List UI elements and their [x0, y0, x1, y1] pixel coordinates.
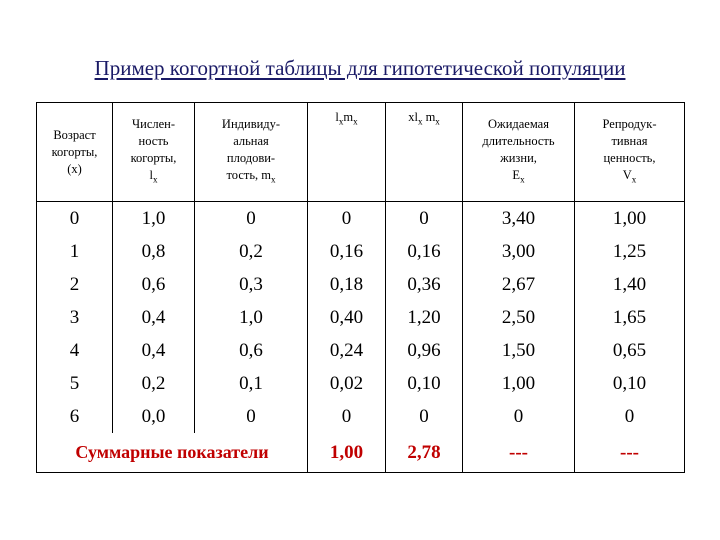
- table-row: [37, 334, 685, 367]
- cell: 1: [37, 235, 113, 268]
- summary-reproductive-value: ---: [575, 433, 685, 473]
- cell: 0,40: [308, 301, 386, 334]
- summary-row: [37, 433, 685, 473]
- cell: 0: [37, 202, 113, 236]
- cell: 3,40: [463, 202, 575, 236]
- cell: 0,18: [308, 268, 386, 301]
- table-row: [37, 235, 685, 268]
- cohort-table: [36, 102, 685, 473]
- cell: 6: [37, 400, 113, 433]
- header-age: Возраст когорты, (x): [37, 103, 113, 202]
- cell: 0,0: [113, 400, 195, 433]
- cell: 0,10: [575, 367, 685, 400]
- cell: 0,2: [113, 367, 195, 400]
- cell: 0: [195, 400, 308, 433]
- cell: 1,65: [575, 301, 685, 334]
- cohort-table-container: [36, 102, 685, 473]
- cell: 0,16: [386, 235, 463, 268]
- cell: 5: [37, 367, 113, 400]
- cell: 0,10: [386, 367, 463, 400]
- cell: 0,96: [386, 334, 463, 367]
- header-life-expectancy: Ожидаемая длительность жизни, $E_x$: [463, 103, 575, 202]
- cell: 0,1: [195, 367, 308, 400]
- cell: 0,4: [113, 334, 195, 367]
- cell: 0: [386, 400, 463, 433]
- summary-life-expectancy: ---: [463, 433, 575, 473]
- header-lxmx: $l_xm_x$: [308, 103, 386, 202]
- cell: 0,8: [113, 235, 195, 268]
- header-cohort-size: Числен- ность когорты, $l_x$: [113, 103, 195, 202]
- cell: 2: [37, 268, 113, 301]
- table-row: [37, 202, 685, 236]
- cell: 2,67: [463, 268, 575, 301]
- summary-lxmx: 1,00: [308, 433, 386, 473]
- table-row: [37, 301, 685, 334]
- cell: 1,00: [575, 202, 685, 236]
- cell: 0: [308, 400, 386, 433]
- cell: 1,0: [195, 301, 308, 334]
- cell: 0: [386, 202, 463, 236]
- cell: 0,02: [308, 367, 386, 400]
- header-row: [37, 103, 685, 202]
- summary-label: Суммарные показатели: [37, 433, 308, 473]
- header-xlxmx: $xl_x$ $m_x$: [386, 103, 463, 202]
- summary-xlxmx: 2,78: [386, 433, 463, 473]
- cell: 3,00: [463, 235, 575, 268]
- cell: 3: [37, 301, 113, 334]
- cell: 0: [463, 400, 575, 433]
- cell: 1,50: [463, 334, 575, 367]
- cell: 4: [37, 334, 113, 367]
- cell: 1,00: [463, 367, 575, 400]
- cell: 0,65: [575, 334, 685, 367]
- table-row: [37, 400, 685, 433]
- table-row: [37, 367, 685, 400]
- cell: 0,24: [308, 334, 386, 367]
- header-fecundity: Индивиду- альная плодови- тость, $m_x$: [195, 103, 308, 202]
- cell: 0,36: [386, 268, 463, 301]
- page-title: Пример когортной таблицы для гипотетической популяции: [94, 56, 626, 80]
- cell: 0,4: [113, 301, 195, 334]
- cell: 0,3: [195, 268, 308, 301]
- cell: 0: [195, 202, 308, 236]
- cell: 0,6: [113, 268, 195, 301]
- cell: 0: [575, 400, 685, 433]
- cell: 1,0: [113, 202, 195, 236]
- cell: 1,20: [386, 301, 463, 334]
- cell: 0,16: [308, 235, 386, 268]
- cell: 1,25: [575, 235, 685, 268]
- cell: 1,40: [575, 268, 685, 301]
- cell: 0,2: [195, 235, 308, 268]
- header-reproductive-value: Репродук- тивная ценность, $V_x$: [575, 103, 685, 202]
- cell: 0: [308, 202, 386, 236]
- cell: 2,50: [463, 301, 575, 334]
- table-row: [37, 268, 685, 301]
- cell: 0,6: [195, 334, 308, 367]
